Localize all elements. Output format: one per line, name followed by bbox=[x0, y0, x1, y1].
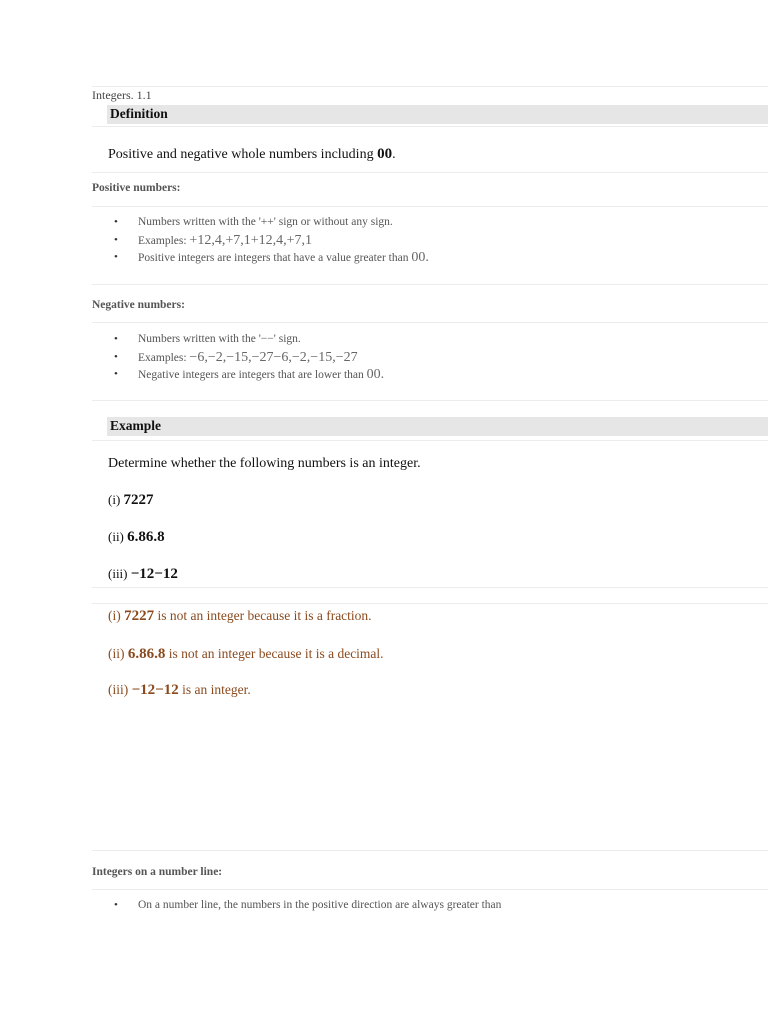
example-heading: Example bbox=[110, 418, 162, 433]
list-item: • On a number line, the numbers in the positive direction are always greater than bbox=[112, 897, 501, 915]
negative-numbers-heading: Negative numbers: bbox=[92, 299, 185, 311]
divider bbox=[92, 322, 768, 323]
list-item: • Negative integers are integers that are lower than 00. bbox=[112, 366, 384, 384]
example-section-bar bbox=[107, 417, 768, 436]
definition-section-bar bbox=[107, 105, 768, 124]
list-item: • Positive integers are integers that have a value greater than 00. bbox=[112, 249, 429, 267]
divider bbox=[92, 889, 768, 890]
list-item: • Examples: −6,−2,−15,−27−6,−2,−15,−27 bbox=[112, 349, 384, 367]
divider bbox=[92, 206, 768, 207]
divider bbox=[92, 603, 768, 604]
definition-suffix: . bbox=[392, 147, 396, 162]
definition-math: 00 bbox=[377, 146, 393, 162]
answer-1: (i) 7227 is not an integer because it is a fraction. bbox=[108, 608, 372, 624]
divider bbox=[92, 126, 768, 127]
divider bbox=[92, 284, 768, 285]
divider bbox=[92, 172, 768, 173]
negative-numbers-list bbox=[112, 331, 384, 384]
positive-numbers-heading: Positive numbers: bbox=[92, 182, 181, 194]
divider bbox=[92, 587, 768, 588]
answer-3: (iii) −12−12 is an integer. bbox=[108, 682, 251, 698]
question-1: (i) 7227 bbox=[108, 492, 154, 508]
definition-body: Positive and negative whole numbers including bbox=[108, 147, 378, 162]
list-item: • Numbers written with the '−−' sign. bbox=[112, 331, 384, 349]
definition-heading: Definition bbox=[110, 106, 168, 121]
number-line-heading: Integers on a number line: bbox=[92, 866, 223, 878]
question-2: (ii) 6.86.8 bbox=[108, 529, 165, 545]
number-line-list bbox=[112, 897, 501, 915]
list-item: • Examples: +12,4,+7,1+12,4,+7,1 bbox=[112, 232, 429, 250]
divider bbox=[92, 850, 768, 851]
page-title: Integers. 1.1 bbox=[92, 88, 152, 102]
positive-numbers-list bbox=[112, 214, 429, 267]
example-prompt: Determine whether the following numbers is an integer. bbox=[108, 456, 421, 471]
list-item: • Numbers written with the '++' sign or without any sign. bbox=[112, 214, 429, 232]
divider bbox=[92, 440, 768, 441]
answer-2: (ii) 6.86.8 is not an integer because it is a decimal. bbox=[108, 646, 384, 662]
divider bbox=[92, 86, 768, 87]
question-3: (iii) −12−12 bbox=[108, 566, 178, 582]
definition-text bbox=[108, 146, 396, 163]
divider bbox=[92, 400, 768, 401]
